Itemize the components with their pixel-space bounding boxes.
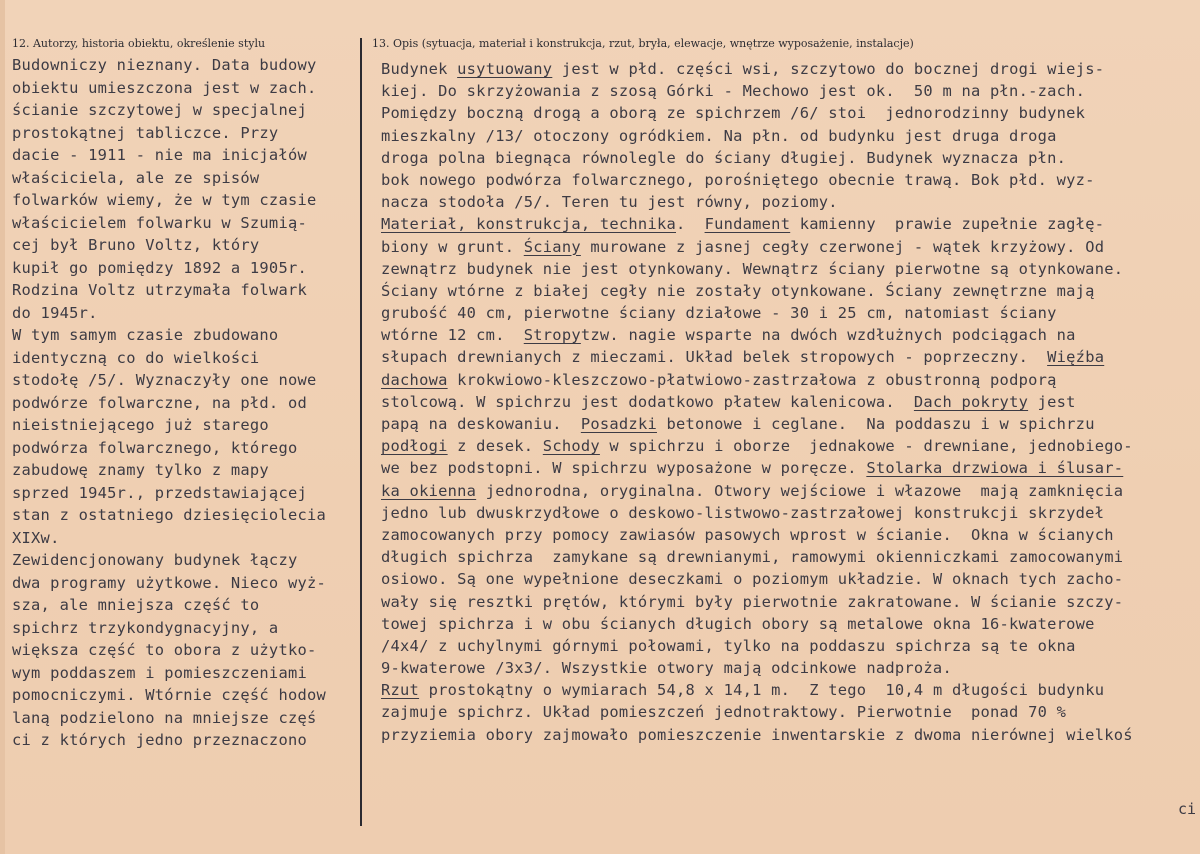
left-column-text [12,54,356,752]
text-segment: stolcową. W spichrzu jest dodatkowo płatew kalenicowa. [381,392,914,411]
text-segment: nacza stodoła /5/. Teren tu jest równy, poziomy. [381,193,838,212]
text-line [381,213,1196,235]
text-line: podwórza folwarcznego, którego [12,438,298,457]
text-segment: /4x4/ z uchylnymi górnymi połowami, tylko na poddaszu spichrza są te okna [381,636,1076,655]
text-line [381,613,1196,635]
text-line: XIXw. [12,528,60,547]
text-segment: bok nowego podwórza folwarcznego, porośniętego obecnie trawą. Bok płd. wyz- [381,170,1095,189]
column-divider [360,38,362,826]
paper-edge [0,0,5,854]
underlined-heading: Stolarka drzwiowa i ślusar- [866,459,1124,478]
text-line: prostokątnej tabliczce. Przy [12,123,279,142]
text-segment: wtórne 12 cm. [381,326,524,345]
text-segment: osiowo. Są one wypełnione deseczkami o poziomym układzie. W oknach tych zacho- [381,570,1124,589]
text-line [381,679,1196,701]
text-line: podwórze folwarczne, na płd. od [12,393,307,412]
text-line [381,701,1196,723]
underlined-heading: podłogi [381,437,448,456]
text-line: W tym samym czasie zbudowano [12,326,279,344]
margin-note: ci [1177,800,1196,818]
text-line: stan z ostatniego dziesięciolecia [12,506,327,524]
text-line: właściciela, ale ze spisów [12,168,260,187]
text-segment: w spichrzu i oborze jednakowe - drewniane, jednobiego- [599,437,1133,456]
text-line [381,302,1196,324]
text-line [381,324,1196,346]
text-line [381,169,1196,191]
underlined-heading: Schody [542,437,600,456]
text-line [381,502,1196,524]
text-line [381,591,1196,613]
underlined-heading: Więźba [1047,348,1105,367]
text-line: do 1945r. [12,303,98,322]
text-segment: Ściany wtórne z białej cegły nie zostały otynkowane. Ściany zewnętrzne mają [381,281,1095,300]
underlined-heading: ka okienna [381,481,477,500]
text-line [381,102,1196,124]
text-segment: z desek. [447,437,543,456]
underlined-heading: Posadzki [580,415,657,433]
text-segment: grubość 40 cm, pierwotne ściany działowe - 30 i 25 cm, natomiast ściany [381,304,1057,323]
text-segment: 9-kwaterowe /3x3/. Wszystkie otwory mają odcinkowe nadproża. [381,659,952,678]
text-line [381,258,1196,280]
text-segment: kamienny prawie zupełnie zagłę- [790,215,1105,234]
underlined-heading: dachowa [381,370,448,389]
text-line [381,724,1196,746]
text-line [381,480,1196,502]
text-segment: murowane z jasnej cegły czerwonej - wątek krzyżowy. Od [580,237,1105,256]
underlined-heading: Materiał, konstrukcja, technika [381,215,676,234]
text-line: sprzed 1945r., przedstawiającej [12,483,307,502]
text-segment: przyziemia obory zajmowało pomieszczenie inwentarskie z dwoma nierównej wielkoś [381,725,1133,744]
text-line [381,58,1196,80]
text-line: sza, ale mniejsza część to [12,596,260,614]
text-segment: kiej. Do skrzyżowania z szosą Górki - Mechowo jest ok. 50 m na płn.-zach. [381,82,1086,101]
text-line: zabudowę znamy tylko z mapy [12,461,269,479]
text-segment: Budynek [381,60,458,78]
text-line [381,391,1196,413]
text-line [381,369,1196,391]
right-column-text [381,58,1196,746]
underlined-heading: usytuowany [457,60,553,78]
text-line [381,147,1196,169]
text-line [381,568,1196,590]
text-segment: słupach drewnianych z mieczami. Układ belek stropowych - poprzeczny. [381,348,1048,367]
text-segment: długich spichrza zamykane są drewnianymi, ramowymi okienniczkami zamocowanymi [381,548,1124,567]
text-line [381,546,1196,568]
underlined-heading: Dach pokryty [913,392,1029,411]
text-line: stodołę /5/. Wyznaczyły one nowe [12,371,317,389]
text-segment: zamocowanych przy pomocy zawiasów pasowych wprost w ścianie. Okna w ścianych [381,525,1114,544]
text-segment: tzw. nagie wsparte na dwóch wzdłużnych podciągach na [580,326,1076,345]
text-line [381,457,1196,479]
text-segment: Pomiędzy boczną drogą a oborą ze spichrzem /6/ stoi jednorodzinny budynek [381,104,1086,123]
text-line [381,524,1196,546]
text-line: cej był Bruno Voltz, który [12,236,260,254]
text-line [381,280,1196,302]
text-line: nieistniejącego już starego [12,416,269,434]
underlined-heading: Stropy [523,326,581,345]
text-segment: mieszkalny /13/ otoczony ogródkiem. Na płn. od budynku jest druga droga [381,126,1057,145]
text-segment: betonowe i ceglane. Na poddaszu i w spichrzu [656,415,1095,433]
text-line: pomocniczymi. Wtórnie część hodow [12,686,327,704]
text-segment: jest [1028,392,1076,411]
text-segment: krokwiowo-kleszczowo-płatwiowo-zastrzałowa z obustronną podporą [447,370,1057,389]
text-line: Zewidencjonowany budynek łączy [12,551,298,569]
text-line [381,657,1196,679]
text-segment: jedno lub dwuskrzydłowe o deskowo-listwowo-zastrzałowej konstrukcji skrzydeł [381,503,1105,522]
text-line: kupił go pomiędzy 1892 a 1905r. [12,258,307,277]
left-column-header: 12. Autorzy, historia obiektu, określenie stylu [12,37,266,50]
text-segment: . [676,215,705,234]
text-line: Rodzina Voltz utrzymała folwark [12,281,307,299]
text-line: dacie - 1911 - nie ma inicjałów [12,146,307,164]
text-segment: zewnątrz budynek nie jest otynkowany. Wewnątrz ściany pierwotne są otynkowane. [381,259,1124,278]
text-line: obiektu umieszczona jest w zach. [12,78,317,97]
text-segment: biony w grunt. [381,237,524,256]
text-segment: prostokątny o wymiarach 54,8 x 14,1 m. Z tego 10,4 m długości budynku [419,681,1105,700]
text-line: większa część to obora z użytko- [12,641,317,659]
text-segment: droga polna biegnąca równolegle do ściany długiej. Budynek wyznacza płn. [381,148,1067,167]
text-line: Budowniczy nieznany. Data budowy [12,56,317,74]
text-line [381,413,1196,435]
text-line: wym poddaszem i pomieszczeniami [12,663,307,682]
text-segment: wały się resztki prętów, którymi były pierwotnie zakratowane. W ścianie szczy- [381,592,1124,611]
text-line [381,125,1196,147]
text-line: ścianie szczytowej w specjalnej [12,101,307,119]
text-line: ci z których jedno przeznaczono [12,731,307,749]
text-segment: towej spichrza i w obu ścianych długich obory są metalowe okna 16-kwaterowe [381,614,1095,633]
text-segment: jednorodna, oryginalna. Otwory wejściowe i włazowe mają zamknięcia [476,481,1124,500]
text-line: właścicielem folwarku w Szumią- [12,213,307,232]
text-line [381,80,1196,102]
text-line [381,346,1196,368]
text-segment: jest w płd. części wsi, szczytowo do bocznej drogi wiejs- [552,60,1105,78]
text-line: dwa programy użytkowe. Nieco wyż- [12,573,327,592]
text-line: laną podzielono na mniejsze częś [12,708,317,727]
underlined-heading: Rzut [381,681,420,700]
text-line [381,435,1196,457]
text-segment: zajmuje spichrz. Układ pomieszczeń jednotraktowy. Pierwotnie ponad 70 % [381,703,1067,722]
text-line: folwarków wiemy, że w tym czasie [12,191,317,209]
text-line [381,191,1196,213]
underlined-heading: Fundament [704,215,791,234]
text-line [381,236,1196,258]
underlined-heading: Ściany [523,237,581,256]
text-line: spichrz trzykondygnacyjny, a [12,618,279,637]
text-segment: papą na deskowaniu. [381,415,581,433]
text-line [381,635,1196,657]
text-segment: we bez podstopni. W spichrzu wyposażone w poręcze. [381,459,867,478]
right-column-header: 13. Opis (sytuacja, materiał i konstrukcja, rzut, bryła, elewacje, wnętrze wyposażenie, instalacje) [372,37,914,50]
text-line: identyczną co do wielkości [12,348,260,367]
